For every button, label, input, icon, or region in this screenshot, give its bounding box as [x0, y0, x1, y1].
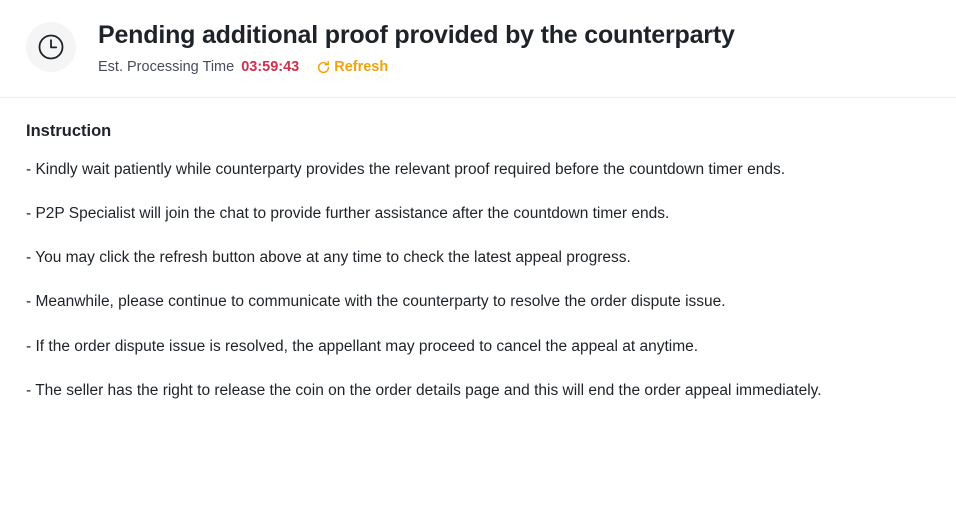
header-text-block [98, 18, 735, 75]
refresh-button[interactable] [316, 59, 388, 75]
page-title: Pending additional proof provided by the counterparty [98, 21, 735, 49]
instruction-list [26, 160, 930, 401]
page-header [0, 0, 956, 75]
list-item: - Kindly wait patiently while counterparty provides the relevant proof required before the countdown timer ends. [26, 161, 786, 178]
list-item: - Meanwhile, please continue to communicate with the counterparty to resolve the order dispute issue. [26, 293, 726, 311]
list-item: - If the order dispute issue is resolved, the appellant may proceed to cancel the appeal at anytime. [26, 337, 699, 355]
countdown-timer: 03:59:43 [241, 59, 300, 75]
processing-time-label: Est. Processing Time [98, 59, 235, 75]
refresh-label: Refresh [334, 59, 389, 75]
list-item: - P2P Specialist will join the chat to provide further assistance after the countdown timer ends. [26, 205, 670, 223]
list-item: - The seller has the right to release the coin on the order details page and this will end the order appeal immediately. [26, 381, 822, 399]
clock-icon [26, 22, 76, 72]
refresh-icon [316, 60, 331, 75]
list-item: - You may click the refresh button above at any time to check the latest appeal progress. [26, 249, 631, 267]
processing-time-row [98, 59, 735, 75]
instruction-title: Instruction [26, 122, 112, 140]
instruction-section [0, 98, 956, 401]
